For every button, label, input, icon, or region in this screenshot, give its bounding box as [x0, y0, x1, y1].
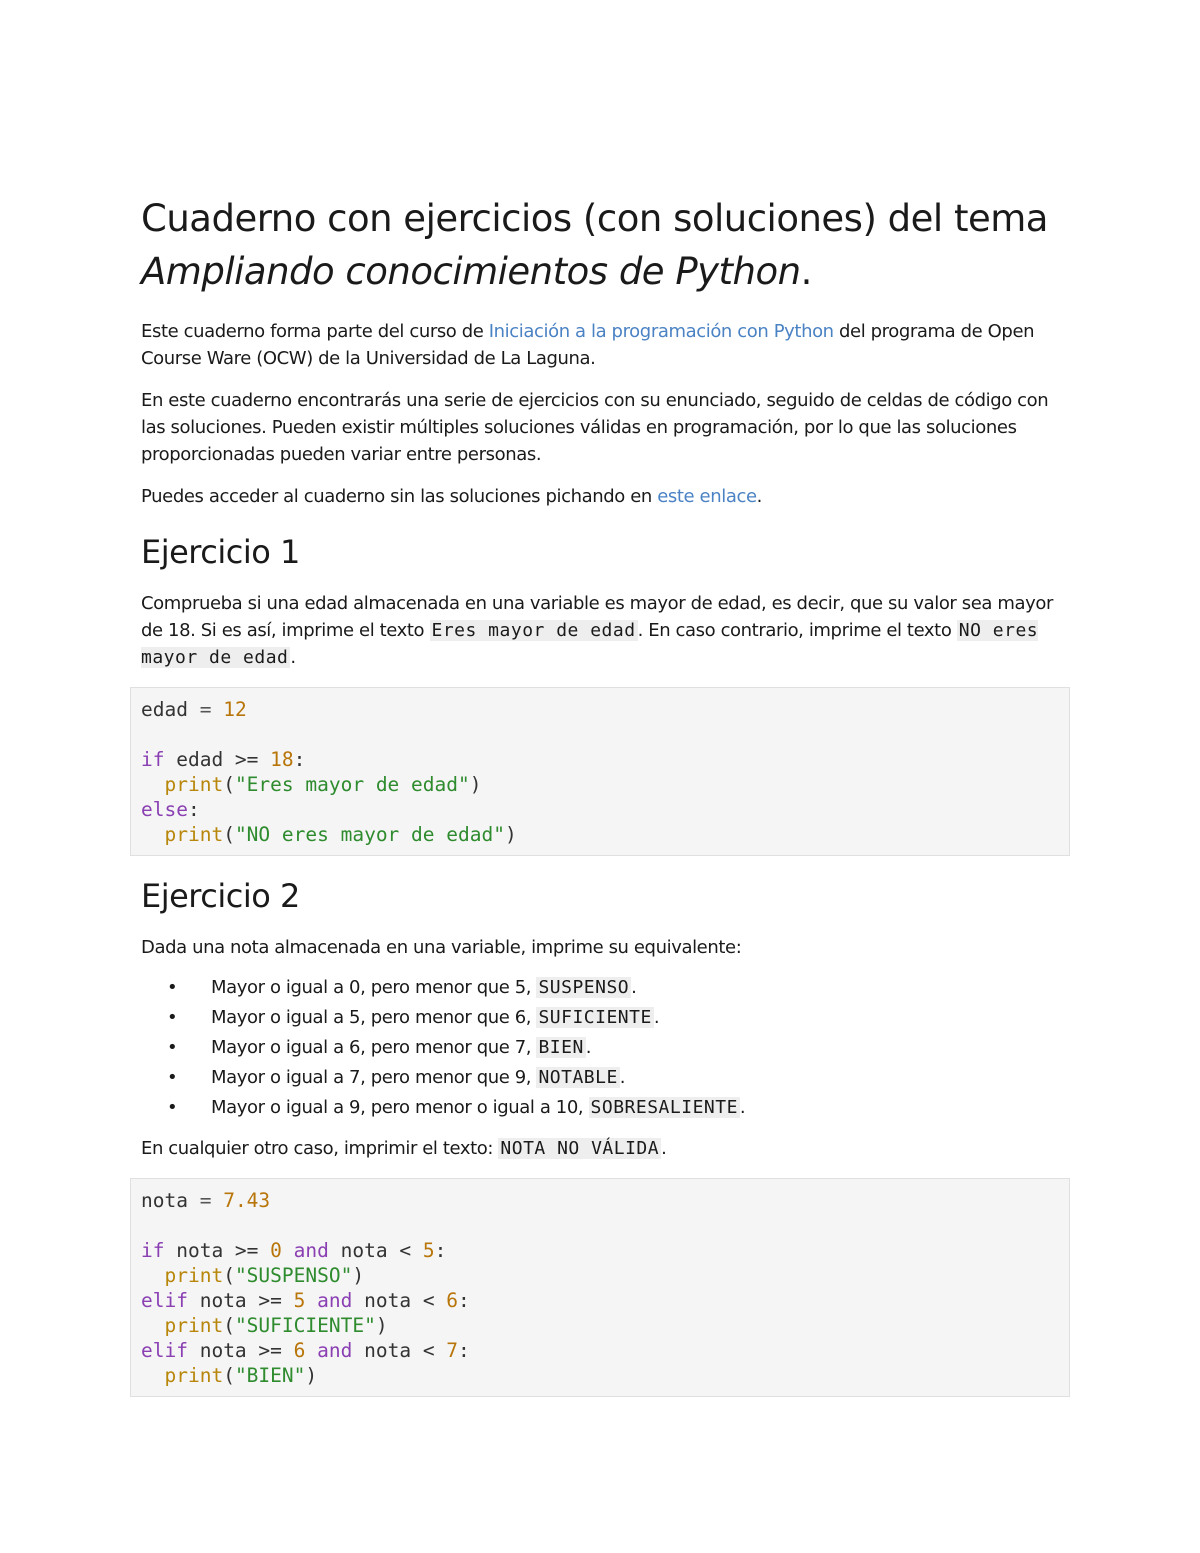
- title-italic: Ampliando conocimientos de Python: [141, 250, 801, 293]
- intro-paragraph-2: En este cuaderno encontrarás una serie de ejercicios con su enunciado, seguido de celdas de código con las soluciones. Pueden existir múltiples soluciones válidas en programación, por lo que las soluciones proporcionadas pueden variar entre personas.: [141, 390, 1049, 465]
- exercise-2-intro: Dada una nota almacenada en una variable, imprime su equivalente:: [141, 937, 742, 958]
- course-link[interactable]: Iniciación a la programación con Python: [488, 321, 834, 342]
- notebook-link[interactable]: este enlace: [657, 486, 757, 507]
- exercise-1-statement: Comprueba si una edad almacenada en una variable es mayor de edad, es decir, que su valor sea mayor de 18. Si es así, imprime el texto Eres mayor de edad . En caso contrario, imprime el texto NO eres mayor de edad .: [141, 593, 1053, 668]
- page-title: Cuaderno con ejercicios (con soluciones) del tema Ampliando conocimientos de Python.: [141, 197, 1048, 293]
- list-item: • Mayor o igual a 5, pero menor que 6, SUFICIENTE .: [167, 1007, 660, 1028]
- grade-list: [141, 973, 1061, 1123]
- inline-code: NOTA NO VÁLIDA: [500, 1138, 660, 1159]
- code-cell-2[interactable]: [130, 1178, 1070, 1397]
- list-item: • Mayor o igual a 6, pero menor que 7, BIEN .: [167, 1037, 592, 1058]
- list-item: • Mayor o igual a 9, pero menor o igual a 10, SOBRESALIENTE .: [167, 1097, 746, 1118]
- notebook-content: [141, 192, 1061, 1415]
- exercise-2-other-case: En cualquier otro caso, imprimir el texto: NOTA NO VÁLIDA .: [141, 1138, 667, 1159]
- code-block: nota = 7.43 if nota >= 0 and nota < 5: print("SUSPENSO") elif nota >= 5 and nota < 6: print("SUFICIENTE") elif nota >= 6 and nota < 7: print("BIEN"): [141, 1189, 470, 1387]
- list-item: • Mayor o igual a 0, pero menor que 5, SUSPENSO .: [167, 977, 637, 998]
- code-block: edad = 12 if edad >= 18: print("Eres mayor de edad") else: print("NO eres mayor de edad"): [141, 698, 517, 846]
- inline-code: NO eres mayor de edad: [141, 620, 1039, 668]
- intro-paragraph-3: Puedes acceder al cuaderno sin las soluciones pichando en este enlace.: [141, 486, 762, 507]
- inline-code: Eres mayor de edad: [431, 620, 636, 641]
- exercise-1-heading: Ejercicio 1: [141, 533, 300, 571]
- code-cell-1[interactable]: [130, 687, 1070, 856]
- intro-paragraph-1: Este cuaderno forma parte del curso de Iniciación a la programación con Python del programa de Open Course Ware (OCW) de la Universidad de La Laguna.: [141, 321, 1035, 369]
- list-item: • Mayor o igual a 7, pero menor que 9, NOTABLE .: [167, 1067, 626, 1088]
- exercise-2-heading: Ejercicio 2: [141, 877, 300, 915]
